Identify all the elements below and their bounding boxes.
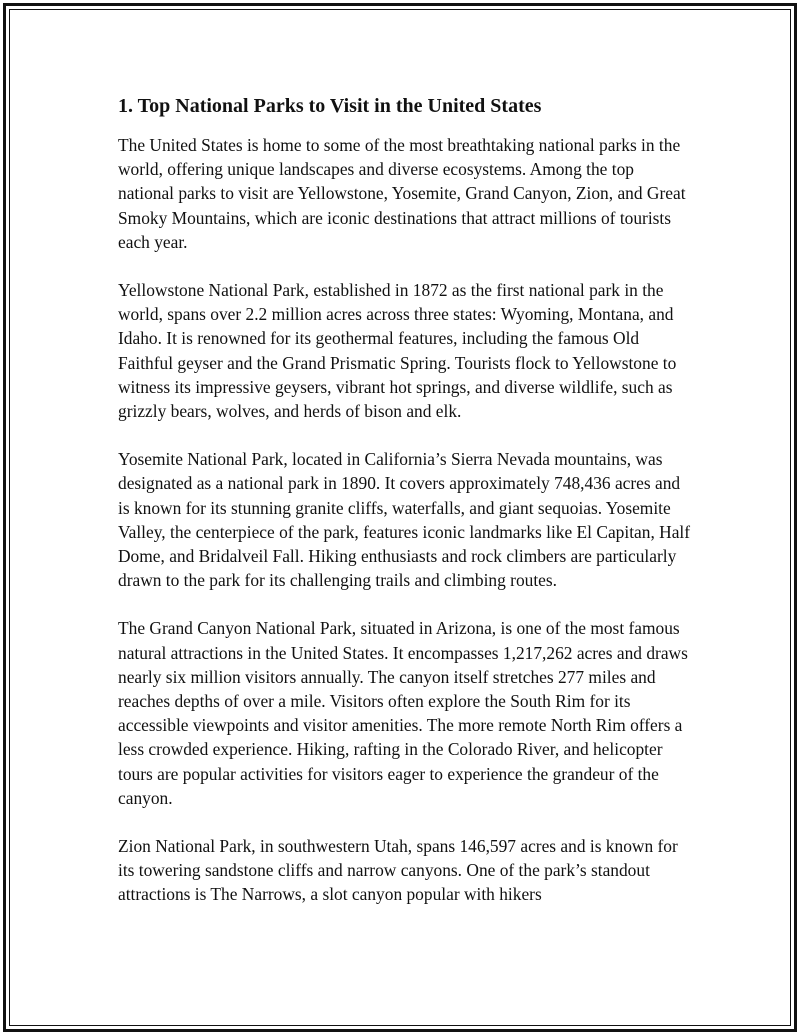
paragraph-intro: The United States is home to some of the most breathtaking national parks in the world, offering unique landscapes and diverse ecosystems. Among the top national parks to visit are Yellowstone, Yosemite, Grand Canyon, Zion, and Great Smoky Mountains, which are iconic destinations that attract millions of tourists each year. bbox=[118, 135, 686, 252]
paragraph-grand-canyon: The Grand Canyon National Park, situated in Arizona, is one of the most famous natural attractions in the United States. It encompasses 1,217,262 acres and draws nearly six million visitors annually. The canyon itself stretches 277 miles and reaches depths of over a mile. Visitors often explore the South Rim for its accessible viewpoints and visitor amenities. The more remote North Rim offers a less crowded experience. Hiking, rafting in the Colorado River, and helicopter tours are popular activities for visitors eager to experience the grandeur of the canyon. bbox=[118, 618, 688, 808]
paragraph-yosemite: Yosemite National Park, located in California’s Sierra Nevada mountains, was designated as a national park in 1890. It covers approximately 748,436 acres and is known for its stunning granite cliffs, waterfalls, and giant sequoias. Yosemite Valley, the centerpiece of the park, features iconic landmarks like El Capitan, Half Dome, and Bridalveil Fall. Hiking enthusiasts and rock climbers are particularly drawn to the park for its challenging trails and climbing routes. bbox=[118, 449, 691, 591]
section-heading: 1. Top National Parks to Visit in the United States bbox=[118, 95, 542, 117]
paragraph-zion: Zion National Park, in southwestern Utah, spans 146,597 acres and is known for its towering sandstone cliffs and narrow canyons. One of the park’s standout attractions is The Narrows, a slot canyon popular with hikers bbox=[118, 836, 678, 905]
document-body bbox=[118, 93, 693, 931]
paragraph-yellowstone: Yellowstone National Park, established in 1872 as the first national park in the world, spans over 2.2 million acres across three states: Wyoming, Montana, and Idaho. It is renowned for its geothermal features, including the famous Old Faithful geyser and the Grand Prismatic Spring. Tourists flock to Yellowstone to witness its impressive geysers, vibrant hot springs, and diverse wildlife, such as grizzly bears, wolves, and herds of bison and elk. bbox=[118, 280, 677, 422]
